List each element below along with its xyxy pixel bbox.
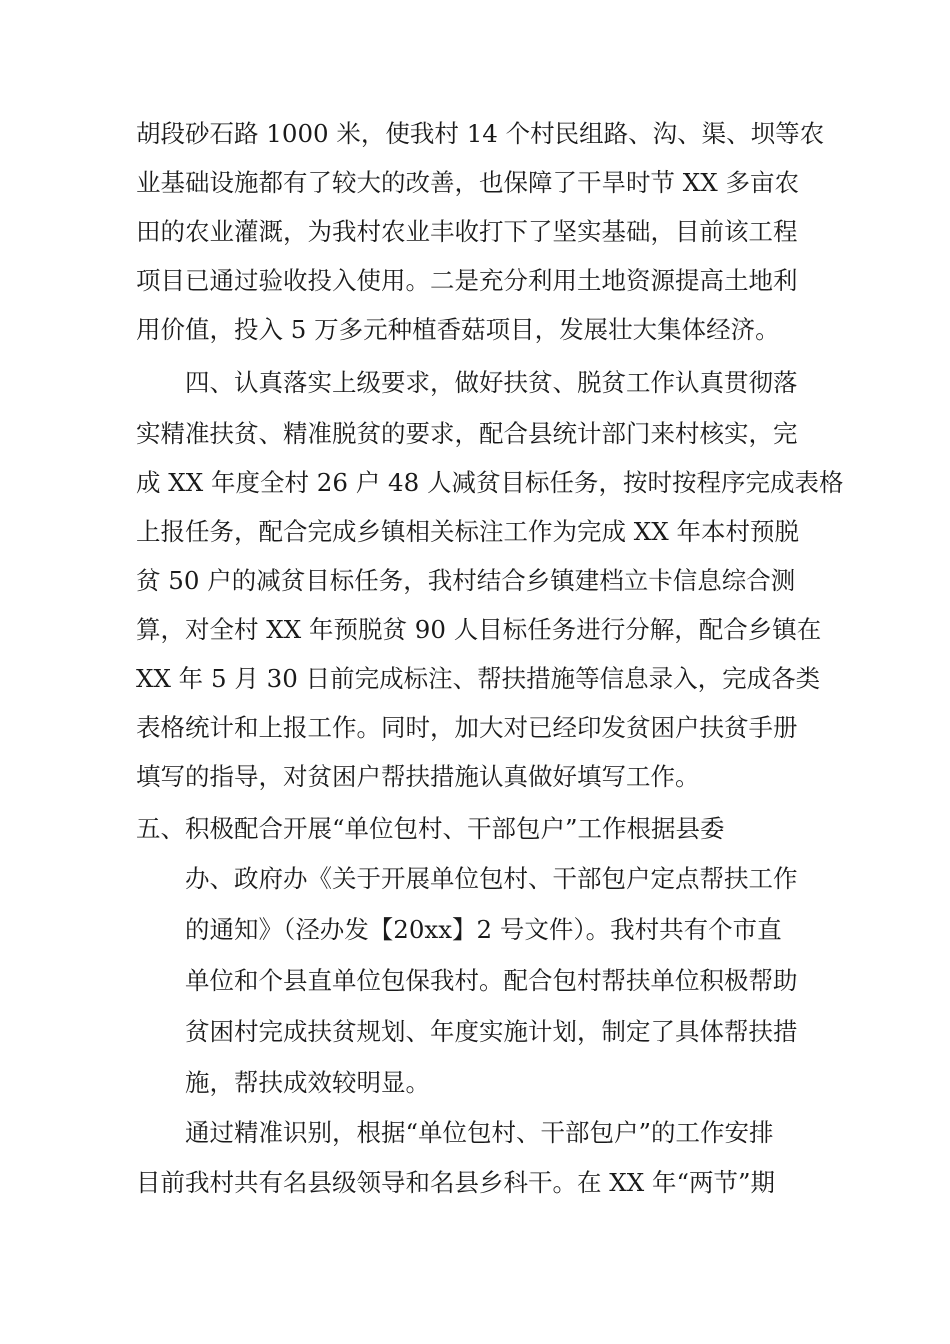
paragraph-line: 成 XX 年度全村 26 户 48 人减贫目标任务，按时按程序完成表格: [136, 468, 844, 497]
paragraph-line: 算，对全村 XX 年预脱贫 90 人目标任务进行分解，配合乡镇在: [136, 615, 822, 644]
paragraph-line: 上报任务，配合完成乡镇相关标注工作为完成 XX 年本村预脱: [136, 517, 799, 546]
paragraph-line: 的通知》（泾办发【20xx】2 号文件）。我村共有个市直: [185, 915, 782, 944]
paragraph-line: 用价值，投入 5 万多元种植香菇项目，发展壮大集体经济。: [136, 315, 780, 344]
paragraph-line: 通过精准识别，根据“单位包村、干部包户”的工作安排: [185, 1118, 774, 1147]
paragraph-line: 施，帮扶成效较明显。: [185, 1068, 430, 1097]
paragraph-line: 胡段砂石路 1000 米，使我村 14 个村民组路、沟、渠、坝等农: [136, 119, 825, 148]
paragraph-line: 表格统计和上报工作。同时，加大对已经印发贫困户扶贫手册: [136, 713, 798, 742]
paragraph-line: 业基础设施都有了较大的改善，也保障了干旱时节 XX 多亩农: [136, 168, 799, 197]
paragraph-line: 目前我村共有名县级领导和名县乡科干。在 XX 年“两节”期: [136, 1168, 776, 1197]
paragraph-line: 四、认真落实上级要求，做好扶贫、脱贫工作认真贯彻落: [185, 368, 798, 397]
paragraph-line: 实精准扶贫、精准脱贫的要求，配合县统计部门来村核实，完: [136, 419, 798, 448]
paragraph-line: 贫困村完成扶贫规划、年度实施计划，制定了具体帮扶措: [185, 1017, 798, 1046]
paragraph-line: 填写的指导，对贫困户帮扶措施认真做好填写工作。: [136, 762, 700, 791]
paragraph-line: 项目已通过验收投入使用。二是充分利用土地资源提高土地利: [136, 266, 798, 295]
paragraph-line: XX 年 5 月 30 日前完成标注、帮扶措施等信息录入，完成各类: [136, 664, 821, 693]
paragraph-line: 单位和个县直单位包保我村。配合包村帮扶单位积极帮助: [185, 966, 798, 995]
paragraph-line: 田的农业灌溉，为我村农业丰收打下了坚实基础，目前该工程: [136, 217, 798, 246]
paragraph-line: 办、政府办《关于开展单位包村、干部包户定点帮扶工作: [185, 864, 798, 893]
paragraph-line: 贫 50 户的减贫目标任务，我村结合乡镇建档立卡信息综合测: [136, 566, 796, 595]
paragraph-line: 五、积极配合开展“单位包村、干部包户”工作根据县委: [136, 814, 725, 843]
